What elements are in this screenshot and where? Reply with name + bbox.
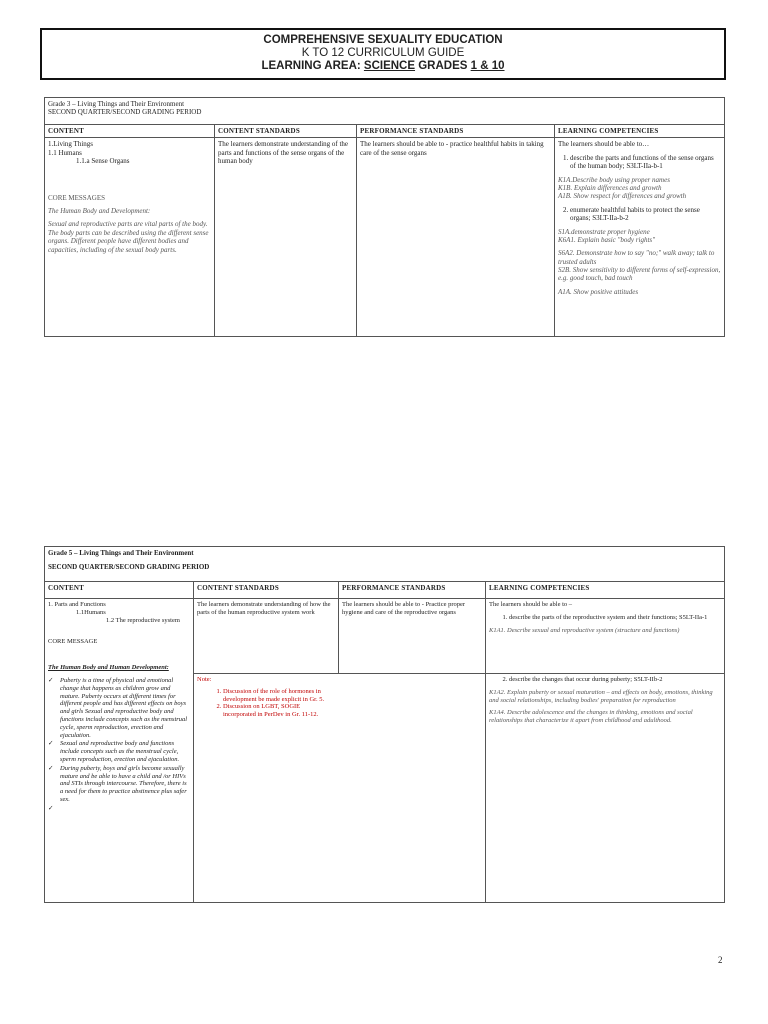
note-label: Note: (197, 676, 212, 683)
col-header-performance-standards-2: PERFORMANCE STANDARDS (339, 582, 486, 599)
competency-s1: S1A.demonstrate proper hygiene (558, 227, 650, 236)
core-messages-sub: The Human Body and Development: (48, 206, 151, 215)
competency-item-2: 2. enumerate healthful habits to protect the sense organs; S3LT-IIa-b-2 (570, 206, 721, 223)
content-l2: 1.1 Humans (48, 148, 82, 157)
core-messages-heading: CORE MESSAGES (48, 193, 105, 202)
grade5-title: Grade 5 – Living Things and Their Environment (48, 549, 194, 557)
col-header-content: CONTENT (45, 125, 215, 138)
grade3-title-cell (45, 98, 725, 125)
content2-l1: 1. Parts and Functions (48, 601, 106, 608)
competency-list-2 (558, 206, 721, 223)
col-header-learning-competencies-2: LEARNING COMPETENCIES (486, 582, 725, 599)
title-line-2: K TO 12 CURRICULUM GUIDE (301, 47, 465, 60)
grade3-content-cell (45, 138, 215, 337)
note-item-1: 1. Discussion of the role of hormones in development be made explicit in Gr. 5. (223, 688, 333, 704)
bullet-item: ✓ During puberty, boys and girls become sexually mature and be able to have a child and /or HIVs and STIs through intercourse. Therefore, there is a need for them to practice abstinence plus safer sex. (48, 765, 190, 804)
grade3-title: Grade 3 – Living Things and Their Environment (48, 100, 185, 108)
grade5-content-cell (45, 599, 194, 903)
content-l3: 1.1.a Sense Organs (76, 157, 130, 166)
grades-label: GRADES (415, 60, 471, 73)
learning-area-subject: SCIENCE (363, 60, 416, 73)
grade5-table (44, 546, 725, 903)
grade3-competencies-cell (555, 138, 725, 337)
grade5-performance-standard: The learners should be able to - Practice proper hygiene and care of the reproductive organs (339, 599, 486, 674)
competency2-intro: The learners should be able to – (489, 601, 573, 608)
grade5-title-cell (45, 547, 725, 582)
bullet-item: ✓ Sexual and reproductive body and functions include concepts such as the menstrual cycle, sperm reproduction, erection and ejaculation. (48, 740, 190, 763)
grade3-table (44, 97, 725, 337)
competency-s4: S2B. Show sensitivity to different forms of self-expression, e.g. good touch, bad touch (558, 266, 721, 283)
competency-k3: A1B. Show respect for differences and growth (558, 192, 687, 201)
competency-intro: The learners should be able to… (558, 140, 650, 149)
content2-l2: 1.1Humans (76, 608, 106, 616)
page-number: 2 (718, 955, 723, 965)
competency-item-1: 1. describe the parts and functions of the sense organs of the human body; S3LT-IIa-b-1 (570, 154, 721, 171)
core-message-bullets (48, 677, 190, 804)
note-list (197, 688, 333, 719)
competency-s3: S6A2. Demonstrate how to say "no;" walk away; talk to trusted adults (558, 249, 715, 266)
col-header-performance-standards: PERFORMANCE STANDARDS (357, 125, 555, 138)
competency-s5: A1A. Show positive attitudes (558, 287, 639, 296)
competency2-list-2 (489, 676, 721, 684)
document-title-box (40, 28, 726, 80)
col-header-content-standards: CONTENT STANDARDS (215, 125, 357, 138)
competency-list-1 (558, 154, 721, 171)
grade5-competencies-bottom (486, 674, 725, 903)
content2-l3: 1.2 The reproductive system (106, 616, 180, 624)
core-message-sub: The Human Body and Human Development: (48, 664, 169, 672)
col-header-learning-competencies: LEARNING COMPETENCIES (555, 125, 725, 138)
competency2-k1: K1A1. Describe sexual and reproductive system (structure and functions) (489, 626, 680, 634)
competency2-list-1 (489, 614, 721, 622)
grade3-performance-standard: The learners should be able to - practice healthful habits in taking care of the sense organs (357, 138, 555, 337)
grade3-content-standard: The learners demonstrate understanding of the parts and functions of the sense organs of the human body (215, 138, 357, 337)
title-line-3 (42, 60, 724, 73)
core-message-heading: CORE MESSAGE (48, 638, 98, 646)
grade3-quarter: SECOND QUARTER/SECOND GRADING PERIOD (48, 108, 202, 117)
grade5-quarter: SECOND QUARTER/SECOND GRADING PERIOD (48, 563, 210, 572)
title-line-1: COMPREHENSIVE SEXUALITY EDUCATION (263, 34, 503, 46)
note-item-2: 2. Discussion on LGBT, SOGIE incorporated in PerDev in Gr. 11-12. (223, 703, 333, 719)
competency-k1: K1A.Describe body using proper names (558, 175, 670, 184)
competency2-k2: K1A2. Explain puberty or sexual maturation – and effects on body, emotions, thinking and social relationships, including bodies' preparation for reproduction (489, 688, 713, 704)
grade5-competencies-top (486, 599, 725, 674)
grade5-content-standard: The learners demonstrate understanding of how the parts of the human reproductive system work (194, 599, 339, 674)
competency-k2: K1B. Explain differences and growth (558, 183, 662, 192)
bullet-item: ✓ Puberty is a time of physical and emotional change that happens as children grow and mature. Puberty occurs at different times for different people and has different effects on boys and girls Sexual and reproductive body and functions include concepts such as the menstrual cycle, sperm reproduction, erection and ejaculation. (48, 677, 190, 739)
competency2-item-1: 1. describe the parts of the reproductive system and their functions; S5LT-IIa-1 (509, 614, 721, 622)
learning-area-label: LEARNING AREA: (261, 60, 364, 73)
competency2-item-2: 2. describe the changes that occur during puberty; S5LT-IIb-2 (509, 676, 721, 684)
col-header-content-2: CONTENT (45, 582, 194, 599)
col-header-content-standards-2: CONTENT STANDARDS (194, 582, 339, 599)
competency2-k3: K1A4. Describe adolescence and the changes in thinking, emotions and social relationships that characterize it apart from childhood and adulthood. (489, 709, 693, 725)
grades-values: 1 & 10 (470, 60, 505, 73)
competency-s2: K6A1. Explain basic "body rights" (558, 235, 656, 244)
grade5-note-cell (194, 674, 486, 903)
core-messages-text: Sexual and reproductive parts are vital parts of the body. The body parts can be described using the different sense organs. Different people have different bodies and capacities, including of the sexual body parts. (48, 220, 209, 254)
content-l1: 1.Living Things (48, 140, 93, 149)
